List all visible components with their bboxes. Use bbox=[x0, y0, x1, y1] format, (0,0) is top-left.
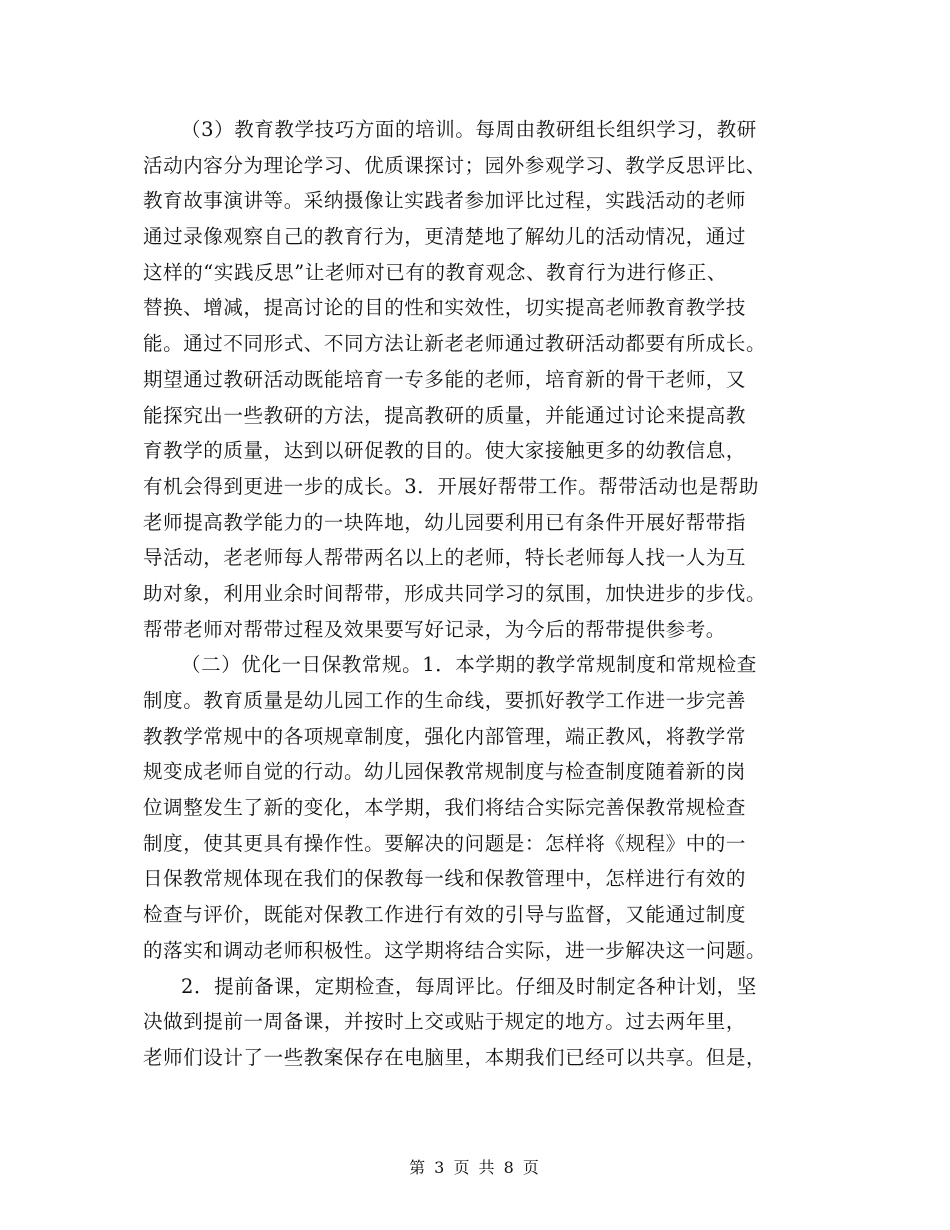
text-line: 这样的“实践反思”让老师对已有的教育观念、教育行为进行修正、 bbox=[143, 260, 727, 284]
body-text bbox=[143, 112, 813, 1076]
text-line: 老师们设计了一些教案保存在电脑里，本期我们已经可以共享。但是， bbox=[143, 1045, 767, 1069]
text-line: 的落实和调动老师积极性。这学期将结合实际，进一步解决这一问题。 bbox=[143, 938, 767, 962]
text-line: 有机会得到更进一步的成长。3．开展好帮带工作。帮带活动也是帮助 bbox=[143, 474, 760, 498]
text-line: 活动内容分为理论学习、优质课探讨；园外参观学习、教学反思评比、 bbox=[143, 153, 767, 177]
page-footer: 第 3 页 共 8 页 bbox=[409, 1158, 541, 1177]
text-line: 决做到提前一周备课，并按时上交或贴于规定的地方。过去两年里， bbox=[143, 1010, 747, 1034]
text-line: 期望通过教研活动既能培育一专多能的老师，培育新的骨干老师，又 bbox=[143, 367, 747, 391]
text-line: 制度。教育质量是幼儿园工作的生命线，要抓好教学工作进一步完善 bbox=[143, 689, 747, 712]
text-line: 教育故事演讲等。采纳摄像让实践者参加评比过程，实践活动的老师 bbox=[143, 189, 747, 213]
text-line: 2．提前备课，定期检查，每周评比。仔细及时制定各种计划，坚 bbox=[181, 974, 757, 998]
text-line: （3）教育教学技巧方面的培训。每周由教研组长组织学习，教研 bbox=[181, 118, 757, 141]
text-line: 替换、增减，提高讨论的目的性和实效性，切实提高老师教育教学技 bbox=[143, 296, 747, 320]
text-line: 育教学的质量，达到以研促教的目的。使大家接触更多的幼教信息， bbox=[143, 439, 747, 463]
text-line: （二）优化一日保教常规。1．本学期的教学常规制度和常规检查 bbox=[181, 653, 757, 677]
text-line: 教教学常规中的各项规章制度，强化内部管理，端正教风，将教学常 bbox=[143, 724, 747, 748]
text-line: 日保教常规体现在我们的保教每一线和保教管理中，怎样进行有效的 bbox=[143, 867, 747, 891]
text-line: 位调整发生了新的变化，本学期，我们将结合实际完善保教常规检查 bbox=[143, 796, 747, 820]
text-line: 能。通过不同形式、不同方法让新老老师通过教研活动都要有所成长。 bbox=[143, 332, 767, 356]
text-line: 规变成老师自觉的行动。幼儿园保教常规制度与检查制度随着新的岗 bbox=[143, 760, 747, 784]
text-line: 能探究出一些教研的方法，提高教研的质量，并能通过讨论来提高教 bbox=[143, 403, 747, 427]
text-line: 导活动，老老师每人帮带两名以上的老师，特长老师每人找一人为互 bbox=[143, 546, 747, 570]
text-line: 帮带老师对帮带过程及效果要写好记录，为今后的帮带提供参考。 bbox=[143, 617, 726, 641]
text-line: 助对象，利用业余时间帮带，形成共同学习的氛围，加快进步的步伐。 bbox=[143, 581, 767, 605]
text-line: 制度，使其更具有操作性。要解决的问题是：怎样将《规程》中的一 bbox=[143, 831, 747, 855]
text-line: 检查与评价，既能对保教工作进行有效的引导与监督，又能通过制度 bbox=[143, 903, 747, 927]
text-line: 老师提高教学能力的一块阵地，幼儿园要利用已有条件开展好帮带指 bbox=[143, 510, 747, 534]
text-line: 通过录像观察自己的教育行为，更清楚地了解幼儿的活动情况，通过 bbox=[143, 225, 747, 249]
